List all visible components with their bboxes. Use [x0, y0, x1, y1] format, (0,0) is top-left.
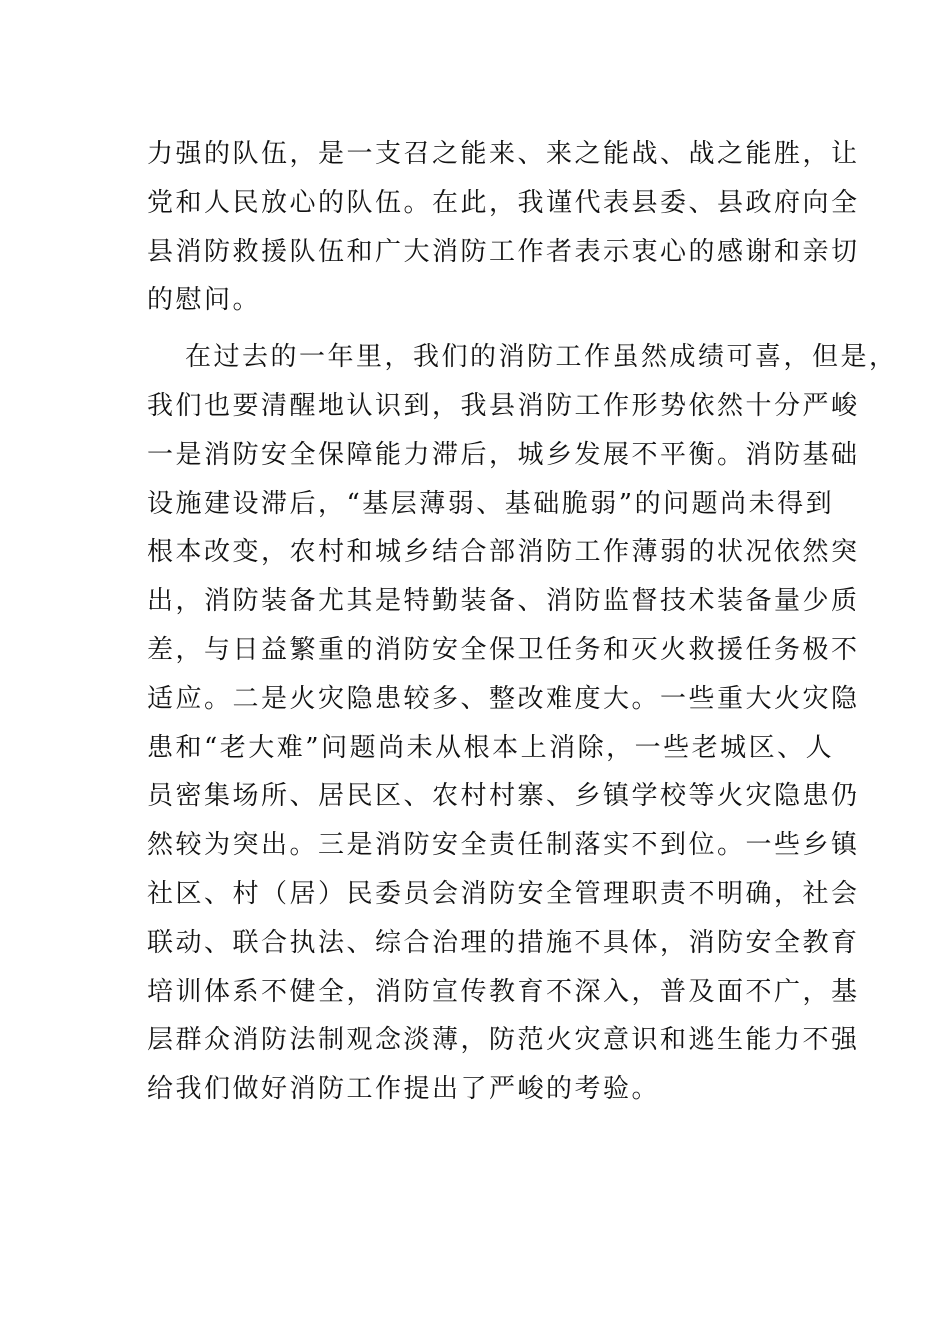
- text-line: 在过去的一年里，我们的消防工作虽然成绩可喜，但是，: [185, 342, 898, 373]
- text-line: 然较为突出。三是消防安全责任制落实不到位。一些乡镇: [147, 830, 860, 861]
- text-line: 社区、村（居）民委员会消防安全管理职责不明确，社会: [147, 878, 860, 909]
- text-line: 给我们做好消防工作提出了严峻的考验。: [147, 1074, 661, 1105]
- text-line: 一是消防安全保障能力滞后，城乡发展不平衡。消防基础: [147, 439, 860, 470]
- text-line: 差，与日益繁重的消防安全保卫任务和灭火救援任务极不: [147, 634, 860, 665]
- text-line: 力强的队伍，是一支召之能来、来之能战、战之能胜，让: [147, 139, 860, 169]
- text-line: 我们也要清醒地认识到，我县消防工作形势依然十分严峻: [147, 390, 860, 421]
- text-line: 层群众消防法制观念淡薄，防范火灾意识和逃生能力不强: [147, 1025, 860, 1056]
- text-line: 适应。二是火灾隐患较多、整改难度大。一些重大火灾隐: [147, 683, 860, 714]
- paragraph-gap: [147, 325, 847, 333]
- text-line: 党和人民放心的队伍。在此，我谨代表县委、县政府向全: [147, 187, 860, 218]
- text-line: 患和“老大难”问题尚未从根本上消除，一些老城区、人: [147, 732, 835, 763]
- text-line: 出，消防装备尤其是特勤装备、消防监督技术装备量少质: [147, 586, 860, 617]
- paragraph-1: [147, 130, 860, 325]
- text-line: 根本改变，农村和城乡结合部消防工作薄弱的状况依然突: [147, 537, 860, 568]
- text-line: 县消防救援队伍和广大消防工作者表示衷心的感谢和亲切: [147, 236, 860, 267]
- body-text: [147, 130, 898, 1114]
- text-line: 的慰问。: [147, 285, 262, 316]
- text-line: 设施建设滞后，“基层薄弱、基础脆弱”的问题尚未得到: [147, 488, 835, 519]
- text-line: 联动、联合执法、综合治理的措施不具体，消防安全教育: [147, 927, 860, 958]
- text-line: 员密集场所、居民区、农村村寨、乡镇学校等火灾隐患仍: [147, 781, 860, 812]
- paragraph-2: [147, 333, 898, 1114]
- text-line: 培训体系不健全，消防宣传教育不深入，普及面不广，基: [147, 976, 860, 1007]
